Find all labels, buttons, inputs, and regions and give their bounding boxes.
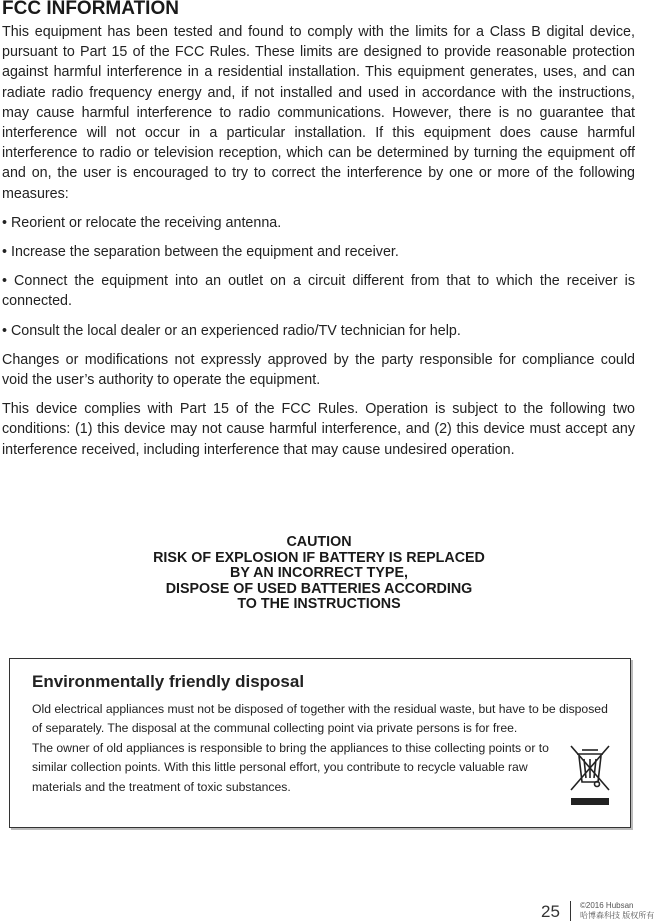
page-number: 25 — [541, 902, 560, 921]
fcc-body — [2, 22, 635, 469]
caution-line: DISPOSE OF USED BATTERIES ACCORDING — [165, 580, 473, 597]
disposal-text-2: The owner of old appliances is responsible to bring the appliances to thise collecting points or to similar collection points. With this little personal effort, you contribute to recycle valuable raw materials and the treatment of toxic substances. — [32, 740, 549, 794]
crossed-out-wheelie-bin-icon — [568, 744, 612, 808]
page-title: FCC INFORMATION — [2, 0, 179, 19]
copyright-line: ©2016 Hubsan — [580, 901, 634, 910]
disposal-text — [32, 700, 620, 797]
disposal-text-1: Old electrical appliances must not be disposed of together with the residual waste, but have to be disposed of separately. The disposal at the communal collecting point via private persons is for free. — [32, 702, 608, 736]
fcc-paragraph-intro: This equipment has been tested and found to comply with the limits for a Class B digital device, pursuant to Part 15 of the FCC Rules. These limits are designed to provide reasonable protection against harmful interference in a residential installation. This equipment generates, uses, and can radiate radio frequency energy and, if not installed and used in accordance with the instructions, may cause harmful interference to radio communications. However, there is no guarantee that interference will not occur in a particular installation. If this equipment does cause harmful interference to radio or television reception, which can be determined by turning the equipment off and on, the user is encouraged to try to correct the interference by one or more of the following measures: — [2, 24, 635, 202]
caution-line: BY AN INCORRECT TYPE, — [230, 565, 408, 582]
disposal-heading: Environmentally friendly disposal — [32, 672, 305, 691]
caution-line: RISK OF EXPLOSION IF BATTERY IS REPLACED — [153, 549, 485, 566]
footer-copyright — [580, 901, 654, 921]
footer-divider — [570, 901, 571, 921]
measure-consult: • Consult the local dealer or an experienced radio/TV technician for help. — [2, 322, 461, 339]
fcc-paragraph-changes: Changes or modifications not expressly approved by the party responsible for compliance could void the user’s authority to operate the equipment. — [2, 351, 635, 389]
fcc-paragraph-part15: This device complies with Part 15 of the FCC Rules. Operation is subject to the following two conditions: (1) this device may not cause harmful interference, and (2) this device must accept any interference received, including interference that may cause undesired operation. — [2, 401, 635, 458]
measure-reorient: • Reorient or relocate the receiving antenna. — [2, 214, 282, 231]
disposal-box — [9, 658, 631, 828]
rights-line: 哈博森科技 版权所有 — [580, 911, 655, 920]
measure-outlet: • Connect the equipment into an outlet on a circuit different from that to which the receiver is connected. — [2, 273, 635, 310]
caution-block — [0, 535, 638, 613]
measure-separation: • Increase the separation between the equipment and receiver. — [2, 244, 399, 261]
caution-line: CAUTION — [286, 534, 352, 550]
caution-line: TO THE INSTRUCTIONS — [237, 596, 401, 613]
